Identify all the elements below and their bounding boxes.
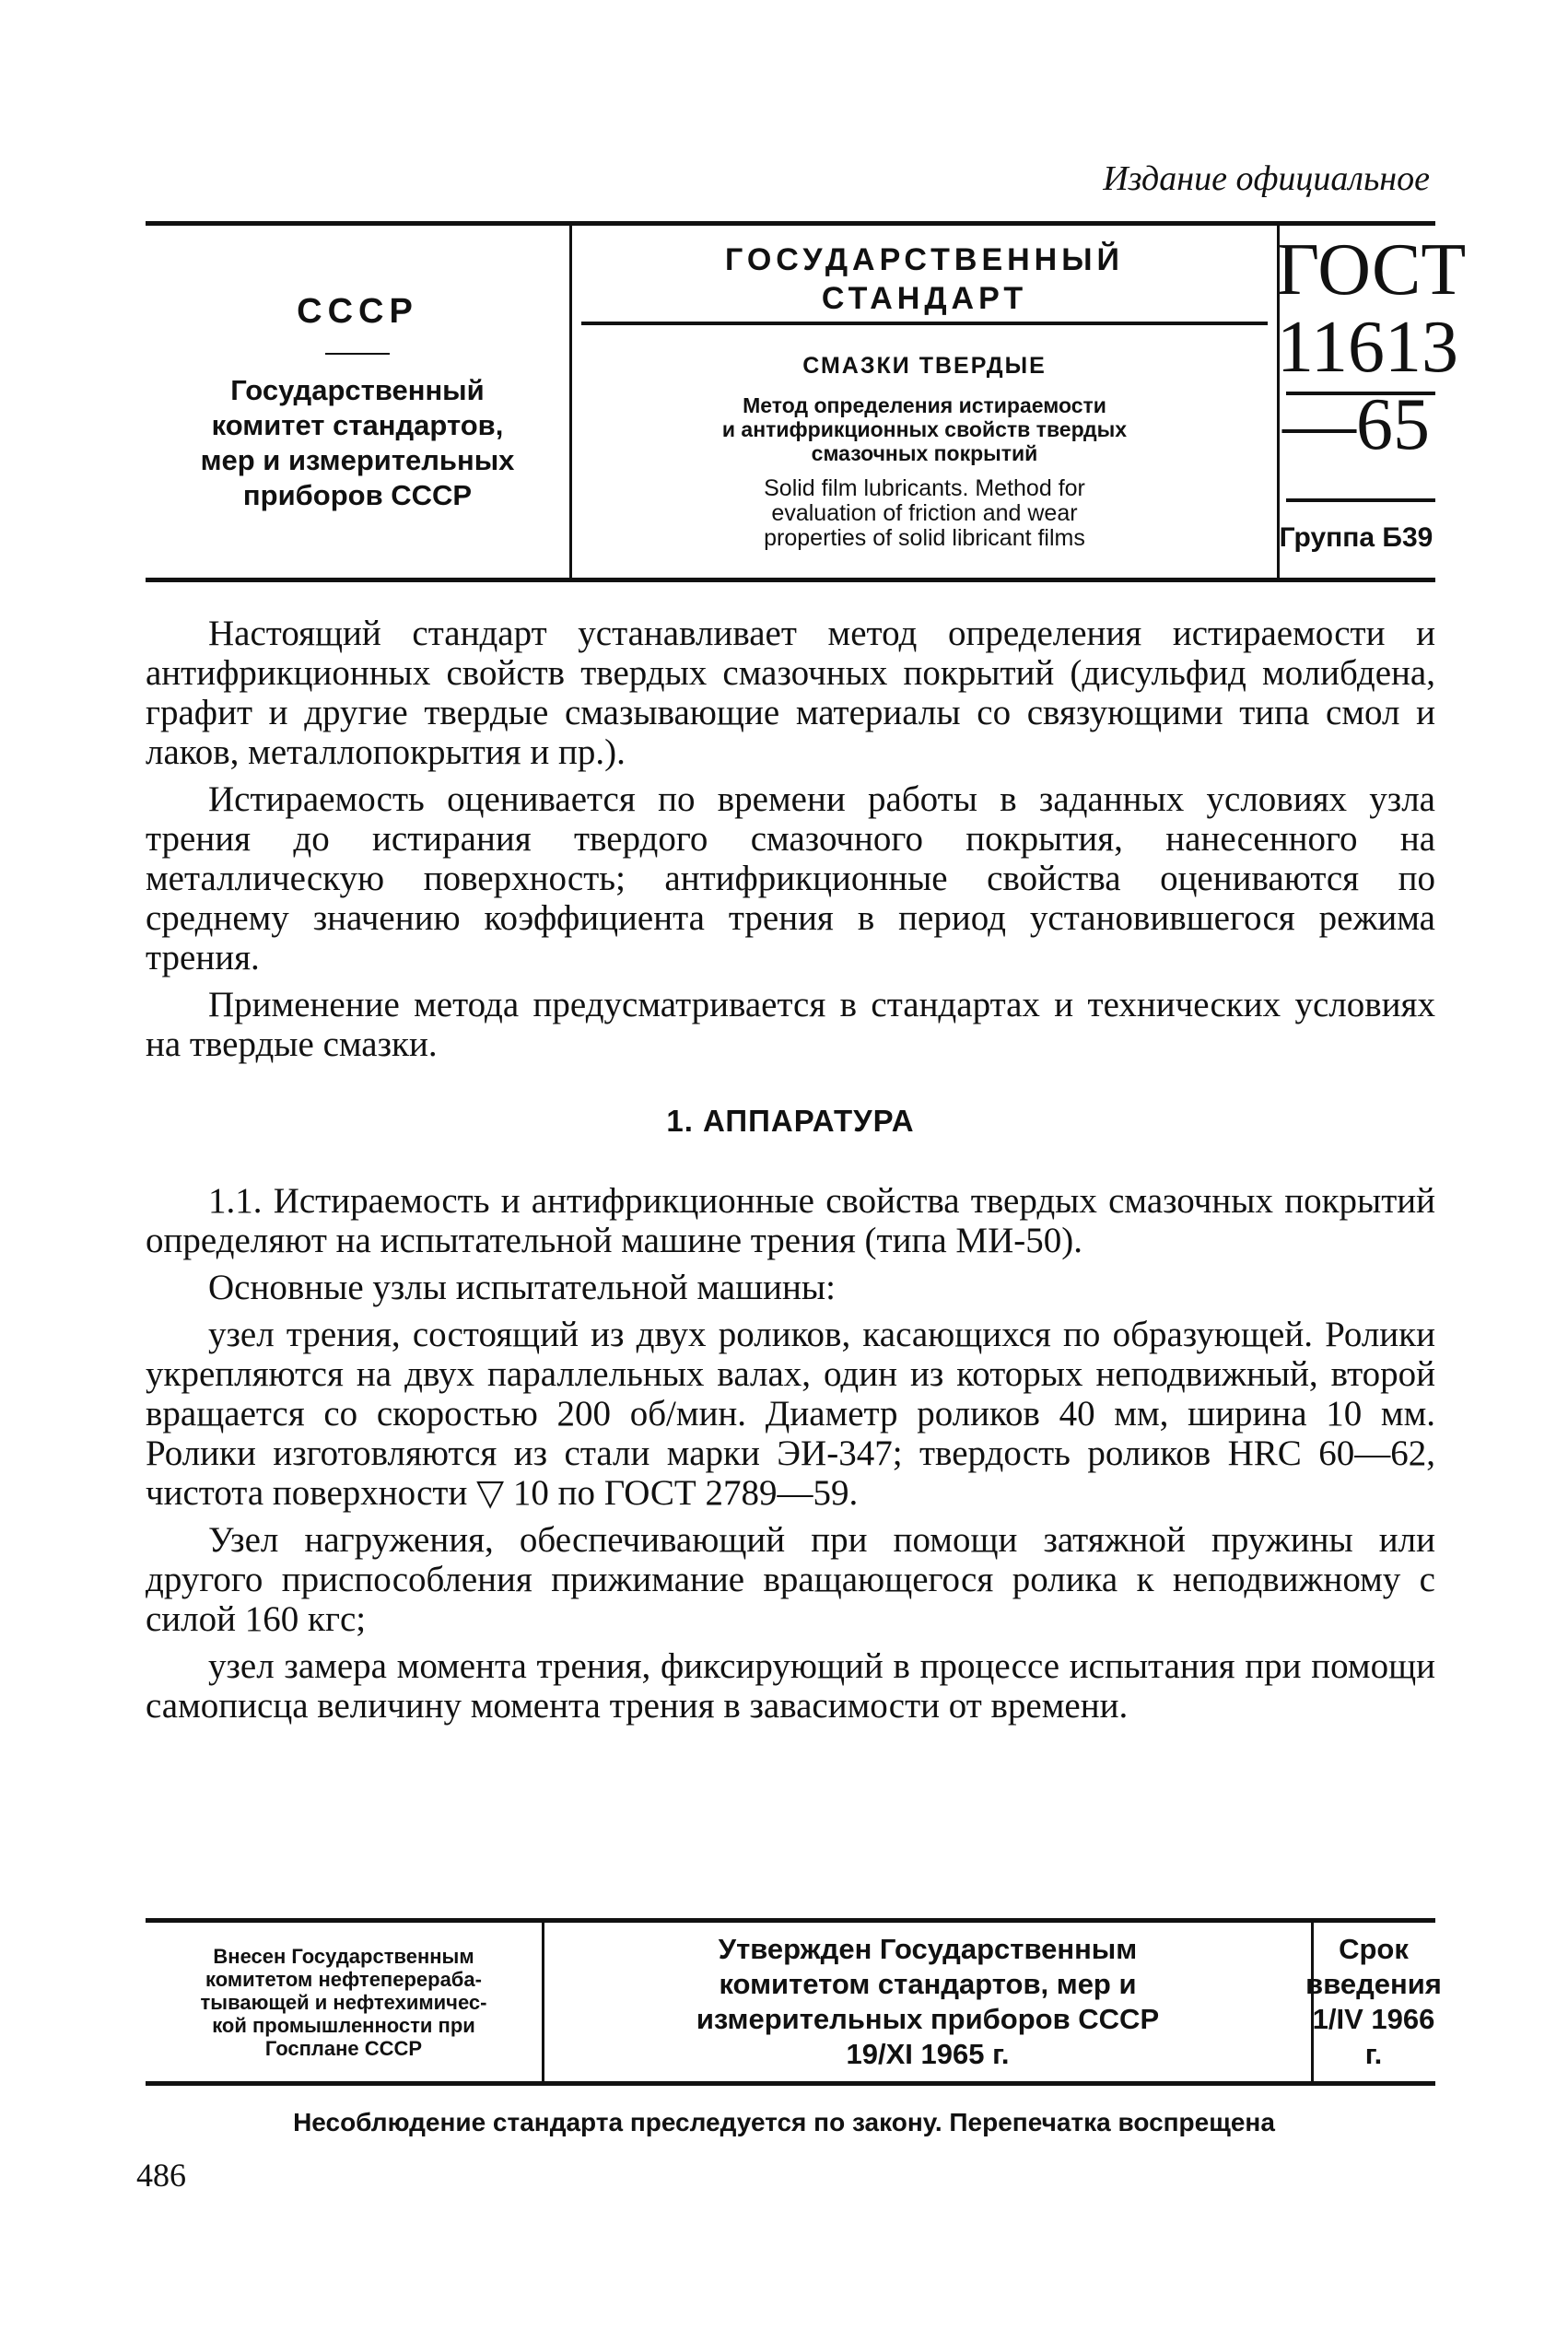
- body-text: [146, 614, 1435, 1733]
- section-paragraph: Основные узлы испытательной машины:: [208, 1268, 836, 1307]
- approved-line: Утвержден Государственным: [718, 1933, 1138, 1965]
- approved-line: комитетом стандартов, мер и: [719, 1968, 1137, 2000]
- gost-line: 11613—65: [1277, 307, 1459, 465]
- subtitle-line: и антифрикционных свойств твердых: [721, 417, 1128, 441]
- header-right-column: [1277, 226, 1467, 578]
- legal-notice: Несоблюдение стандарта преследуется по закону. Перепечатка воспрещена: [293, 2108, 1275, 2136]
- effective-date-text: [1296, 1932, 1451, 2072]
- committee-line: приборов СССР: [242, 479, 473, 511]
- edition-label: Издание официальное: [1103, 159, 1430, 198]
- standard-english-title: [572, 476, 1277, 551]
- committee-line: мер и измерительных: [200, 444, 515, 476]
- page-number: 486: [136, 2157, 186, 2194]
- right-divider-top: [1286, 392, 1435, 395]
- subtitle-line: Метод определения истираемости: [743, 393, 1106, 417]
- introduced-line: тывающей и нефтехимичес-: [200, 1990, 487, 2014]
- state-standard-label: [572, 240, 1277, 318]
- section-paragraph: 1.1. Истираемость и антифрикционные свойства твердых смазочных покрытий определяют на испытательной машине трения (типа МИ-50).: [146, 1181, 1435, 1260]
- effective-line: Срок введения: [1305, 1933, 1442, 2000]
- section-paragraph: узел замера момента трения, фиксирующий в процессе испытания при помощи самописца величину момента трения в завасимости от времени.: [146, 1646, 1435, 1726]
- intro-paragraph: Настоящий стандарт устанавливает метод определения истираемости и антифрикционных свойств твердых смазочных покрытий (дисульфид молибдена, графит и другие твердые смазывающие материалы со связующими типа смол и лаков, металлопокрытия и пр.).: [146, 614, 1435, 772]
- middle-divider: [581, 322, 1268, 325]
- introduced-line: Внесен Государственным: [213, 1944, 474, 1968]
- introduced-line: Госплане СССР: [264, 2036, 423, 2060]
- committee-line: комитет стандартов,: [211, 409, 504, 441]
- footer-block: [146, 1918, 1442, 2086]
- section-paragraph: Узел нагружения, обеспечивающий при помощи затяжной пружины или другого приспособления прижимание вращающегося ролика к неподвижному с силой 160 кгс;: [146, 1520, 1435, 1639]
- introduced-by-text: [192, 1945, 497, 2060]
- intro-paragraph: Применение метода предусматривается в стандартах и технических условиях на твердые смазки.: [146, 985, 1435, 1064]
- standard-title: СМАЗКИ ТВЕРДЫЕ: [802, 353, 1047, 379]
- section-paragraph: узел трения, состоящий из двух роликов, касающихся по образующей. Ролики укрепляются на двух параллельных валах, один из которых неподвижный, второй вращается со скоростью 200 об/мин. Диаметр роликов 40 мм, ширина 10 мм. Ролики изготовляются из стали марки ЭИ-347; твердость роликов HRC 60—62, чистота поверхности ▽ 10 по ГОСТ 2789—59.: [146, 1315, 1435, 1513]
- section-title: 1. АППАРАТУРА: [666, 1104, 915, 1138]
- introduced-line: кой промышленности при: [212, 2013, 475, 2037]
- approved-by-cell: [542, 1923, 1314, 2081]
- english-line: evaluation of friction and wear: [771, 500, 1078, 526]
- english-line: Solid film lubricants. Method for: [764, 475, 1085, 501]
- header-left-column: [146, 226, 569, 578]
- introduced-by-cell: [146, 1923, 542, 2081]
- approved-line: измерительных приборов СССР: [696, 2003, 1160, 2035]
- intro-paragraph: Истираемость оценивается по времени работы в заданных условиях узла трения до истирания твердого смазочного покрытия, нанесенного на металлическую поверхность; антифрикционные свойства оцениваются по среднему значению коэффициента трения в период установившегося режима трения.: [146, 779, 1435, 977]
- committee-label: [146, 373, 569, 513]
- group-label: Группа Б39: [1279, 522, 1433, 553]
- standard-subtitle: [572, 393, 1277, 465]
- committee-line: Государственный: [230, 374, 485, 406]
- header-middle-column: [569, 226, 1280, 578]
- header-block: [146, 221, 1467, 582]
- approved-by-text: [687, 1932, 1168, 2072]
- right-divider-bottom: [1286, 498, 1435, 502]
- gost-number: [1277, 229, 1467, 465]
- introduced-line: комитетом нефтеперераба-: [205, 1967, 482, 1991]
- state-standard-line: ГОСУДАРСТВЕННЫЙ: [725, 242, 1124, 277]
- effective-line: 1/IV 1966 г.: [1312, 2003, 1435, 2070]
- approved-line: 19/XI 1965 г.: [846, 2038, 1010, 2070]
- gost-line: ГОСТ: [1277, 229, 1467, 310]
- subtitle-line: смазочных покрытий: [811, 441, 1038, 465]
- country-label: СССР: [297, 292, 418, 331]
- country-dash: [325, 353, 390, 355]
- state-standard-line: СТАНДАРТ: [821, 281, 1028, 316]
- effective-date-cell: [1305, 1923, 1442, 2081]
- english-line: properties of solid libricant films: [764, 525, 1085, 551]
